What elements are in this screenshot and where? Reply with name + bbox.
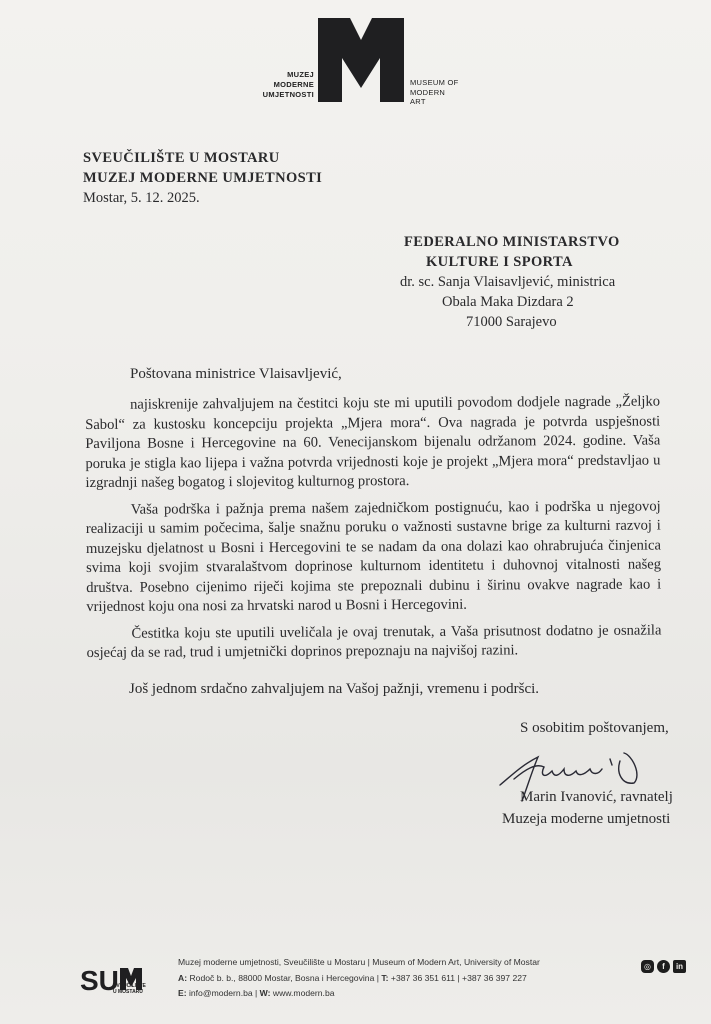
instagram-icon[interactable]: ◎ — [641, 960, 654, 973]
footer-contact — [178, 955, 540, 1002]
museum-logo-mark — [318, 18, 404, 102]
linkedin-icon[interactable]: in — [673, 960, 686, 973]
closing-line: Još jednom srdačno zahvaljujem na Vašoj pažnji, vremenu i podršci. — [129, 681, 540, 697]
recipient-line2: KULTURE I SPORTA — [426, 254, 573, 270]
salutation: Poštovana ministrice Vlaisavljević, — [130, 366, 342, 382]
paragraph-2: Vaša podrška i pažnja prema našem zajedničkom postignuću, kao i podrška u njegovoj realizaciji u samim počecima, šalje snažnu poruku o važnosti sustavne brige za kulturni razvoj i muzejsku djelatnost u Bosni i Hercegovini te se nadam da ona dolazi kao ohrabrujuća činjenica svima koji svojim stvaralaštvom doprinose kulturnom identitetu i duhovnoj vitalnosti našeg društva. Posebno cijenimo riječi kojima ste prepoznali dubinu i širinu ovakve nagrade kao i vrijednost koju ona nosi za hrvatski narod u Bosni i Hercegovini. — [85, 497, 662, 615]
signer-institution: Muzeja moderne umjetnosti — [502, 811, 671, 827]
footer-web-line: E: info@modern.ba | W: www.modern.ba — [178, 988, 335, 998]
footer-website[interactable]: www.modern.ba — [272, 988, 335, 998]
recipient-city: 71000 Sarajevo — [466, 314, 557, 330]
regards-line: S osobitim poštovanjem, — [520, 720, 669, 736]
logo-wordmark-english: MUSEUM OF MODERN ART — [410, 78, 459, 106]
sender-block — [83, 148, 322, 208]
recipient-line1: FEDERALNO MINISTARSTVO — [404, 234, 620, 250]
svg-text:SU: SU — [80, 965, 119, 996]
sender-museum: MUZEJ MODERNE UMJETNOSTI — [83, 170, 323, 186]
recipient-name: dr. sc. Sanja Vlaisavljević, ministrica — [400, 274, 616, 290]
signer-block — [502, 786, 673, 830]
footer-institution: Muzej moderne umjetnosti, Sveučilište u Mostaru | Museum of Modern Art, University of Mostar — [178, 957, 540, 967]
paragraph-3: Čestitka koju ste uputili uveličala je ovaj trenutak, a Vaša prisutnost dodatno je osnažila osjećaj da se rad, trud i umjetnički doprinos prepoznaju na najvišoj razini. — [86, 621, 662, 661]
sender-university: SVEUČILIŠTE U MOSTARU — [83, 150, 280, 166]
place-date: Mostar, 5. 12. 2025. — [83, 190, 200, 206]
recipient-street: Obala Maka Dizdara 2 — [442, 294, 574, 310]
social-icons — [641, 960, 686, 973]
footer-address-line: A: Rodoč b. b., 88000 Mostar, Bosna i Hercegovina | T: +387 36 351 611 | +387 36 397 227 — [178, 972, 527, 983]
recipient-block — [400, 232, 640, 332]
footer-email[interactable]: info@modern.ba | — [188, 988, 258, 998]
letter-body — [85, 392, 662, 670]
university-logo-text: SVEUČILIŠTE U MOSTARU — [113, 983, 146, 995]
facebook-icon[interactable]: f — [657, 960, 670, 973]
signer-name-title: Marin Ivanović, ravnatelj — [520, 789, 673, 805]
paragraph-1: najiskrenije zahvaljujem na čestitci koju ste mi uputili povodom dodjele nagrade „Željko Sabol“ za kustosku koncepciju projekta „Mjera mora“. Ova nagrada je potvrda uspješnosti Paviljona Bosne i Hercegovine na 60. Venecijanskom bijenalu održanom 2024. godine. Vaša poruka je stigla kao lijepa i važna potvrda vrijednosti koje je projekt „Mjera mora“ predstavljao u izgradnji našeg bogatog i slojevitog kulturnog prostora. — [85, 393, 661, 491]
logo-wordmark-local: MUZEJ MODERNE UMJETNOSTI — [262, 70, 314, 99]
